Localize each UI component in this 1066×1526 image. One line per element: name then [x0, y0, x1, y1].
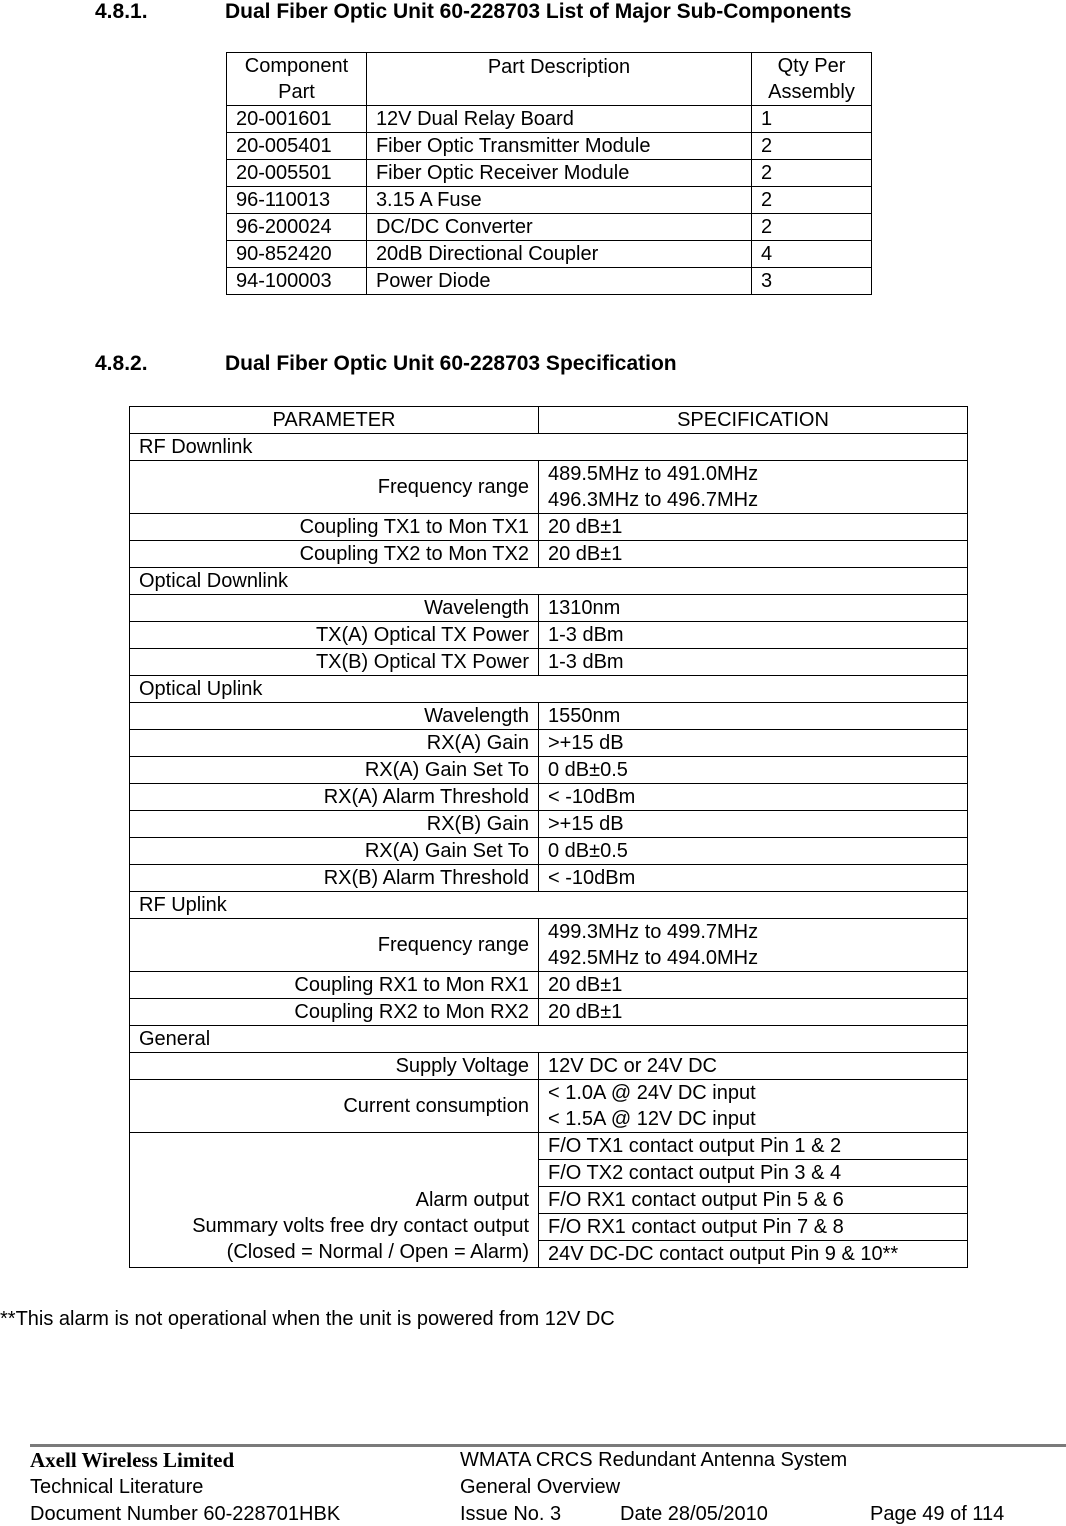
specification-line: < -10dBm: [548, 867, 636, 889]
qty-cell: 2: [752, 133, 872, 160]
literature-label: Technical Literature: [30, 1476, 204, 1498]
qty-cell: 2: [752, 160, 872, 187]
issue-date: Date 28/05/2010: [620, 1503, 768, 1525]
header-part-description: Part Description: [366, 53, 751, 106]
parameter-cell: RX(B) Gain: [130, 811, 539, 838]
spec-row: [130, 865, 968, 892]
spec-row: [130, 784, 968, 811]
qty-cell: 3: [752, 268, 872, 295]
spec-row: [130, 514, 968, 541]
specification-line: >+15 dB: [548, 732, 624, 754]
parameter-cell: Current consumption: [130, 1080, 539, 1133]
spec-row: [130, 1053, 968, 1080]
section-title: Dual Fiber Optic Unit 60-228703 Specification: [225, 352, 677, 375]
spec-row: [130, 838, 968, 865]
parameter-cell: RX(B) Alarm Threshold: [130, 865, 539, 892]
alarm-spec-cell: F/O TX1 contact output Pin 1 & 2: [539, 1133, 968, 1160]
qty-cell: 2: [752, 214, 872, 241]
part-description-cell: 3.15 A Fuse: [366, 187, 751, 214]
specification-table: [129, 406, 968, 1268]
alarm-spec-cell: 24V DC-DC contact output Pin 9 & 10**: [539, 1241, 968, 1268]
parameter-cell: RX(A) Gain Set To: [130, 838, 539, 865]
part-description-cell: Power Diode: [366, 268, 751, 295]
part-description-cell: Fiber Optic Receiver Module: [366, 160, 751, 187]
specification-cell: [539, 649, 968, 676]
specification-line: < 1.0A @ 24V DC input: [548, 1082, 756, 1104]
specification-line: 1-3 dBm: [548, 651, 624, 673]
section-row: [130, 1026, 968, 1053]
specification-cell: [539, 622, 968, 649]
spec-row: [130, 541, 968, 568]
qty-cell: 2: [752, 187, 872, 214]
section-label: RF Downlink: [130, 434, 968, 461]
specification-cell: [539, 999, 968, 1026]
specification-line: 496.3MHz to 496.7MHz: [548, 489, 759, 511]
table-row: [227, 214, 872, 241]
table-row: [227, 106, 872, 133]
section-title: Dual Fiber Optic Unit 60-228703 List of Major Sub-Components: [225, 0, 852, 23]
spec-row: [130, 1080, 968, 1133]
table-header-row: [227, 53, 872, 106]
section-row: [130, 434, 968, 461]
section-row: [130, 676, 968, 703]
specification-cell: [539, 514, 968, 541]
header-parameter: PARAMETER: [130, 407, 539, 434]
spec-row: [130, 972, 968, 999]
specification-line: 20 dB±1: [548, 516, 623, 538]
specification-line: 1310nm: [548, 597, 621, 619]
components-table: [226, 52, 872, 295]
specification-line: 20 dB±1: [548, 974, 623, 996]
component-part-cell: 96-200024: [227, 214, 367, 241]
parameter-cell: TX(B) Optical TX Power: [130, 649, 539, 676]
component-part-cell: 96-110013: [227, 187, 367, 214]
parameter-cell: Supply Voltage: [130, 1053, 539, 1080]
specification-line: 492.5MHz to 494.0MHz: [548, 947, 759, 969]
specification-cell: [539, 1053, 968, 1080]
specification-cell: [539, 461, 968, 514]
component-part-cell: 94-100003: [227, 268, 367, 295]
table-row: [227, 160, 872, 187]
spec-row: [130, 595, 968, 622]
parameter-cell: TX(A) Optical TX Power: [130, 622, 539, 649]
specification-cell: [539, 730, 968, 757]
parameter-cell: Frequency range: [130, 461, 539, 514]
section-number: 4.8.1.: [95, 0, 148, 23]
specification-cell: [539, 811, 968, 838]
parameter-cell: Wavelength: [130, 703, 539, 730]
specification-cell: [539, 865, 968, 892]
footer-rule: [30, 1444, 1066, 1447]
parameter-cell: RX(A) Gain Set To: [130, 757, 539, 784]
parameter-cell: RX(A) Alarm Threshold: [130, 784, 539, 811]
issue-number: Issue No. 3: [460, 1503, 562, 1525]
component-part-cell: 90-852420: [227, 241, 367, 268]
table-row: [227, 268, 872, 295]
table-row: [227, 187, 872, 214]
alarm-spec-cell: F/O RX1 contact output Pin 5 & 6: [539, 1187, 968, 1214]
parameter-cell: Coupling RX1 to Mon RX1: [130, 972, 539, 999]
system-name: WMATA CRCS Redundant Antenna System: [460, 1449, 848, 1471]
alarm-parameter-line: Summary volts free dry contact output: [192, 1215, 529, 1237]
overview-label: General Overview: [460, 1476, 621, 1498]
specification-line: < 1.5A @ 12V DC input: [548, 1108, 756, 1130]
header-specification: SPECIFICATION: [539, 407, 968, 434]
specification-cell: [539, 784, 968, 811]
part-description-cell: Fiber Optic Transmitter Module: [366, 133, 751, 160]
alarm-spec-cell: F/O TX2 contact output Pin 3 & 4: [539, 1160, 968, 1187]
alarm-parameter-line: (Closed = Normal / Open = Alarm): [226, 1241, 529, 1263]
section-heading-4-8-2: [95, 352, 995, 378]
page-footer: [30, 1444, 1066, 1526]
specification-line: 20 dB±1: [548, 543, 623, 565]
table-row: [227, 241, 872, 268]
specification-cell: [539, 703, 968, 730]
specification-cell: [539, 595, 968, 622]
component-part-cell: 20-001601: [227, 106, 367, 133]
parameter-cell: Coupling TX2 to Mon TX2: [130, 541, 539, 568]
spec-row: [130, 622, 968, 649]
specification-line: 489.5MHz to 491.0MHz: [548, 463, 759, 485]
specification-cell: [539, 919, 968, 972]
parameter-cell: Wavelength: [130, 595, 539, 622]
component-part-cell: 20-005501: [227, 160, 367, 187]
spec-row: [130, 919, 968, 972]
specification-cell: [539, 972, 968, 999]
spec-row: [130, 461, 968, 514]
section-label: Optical Downlink: [130, 568, 968, 595]
spec-row: [130, 649, 968, 676]
spec-row: [130, 730, 968, 757]
spec-row: [130, 999, 968, 1026]
section-number: 4.8.2.: [95, 352, 148, 375]
alarm-parameter-line: Alarm output: [415, 1189, 529, 1211]
specification-line: 1550nm: [548, 705, 621, 727]
section-label: Optical Uplink: [130, 676, 968, 703]
specification-line: 20 dB±1: [548, 1001, 623, 1023]
specification-cell: [539, 1080, 968, 1133]
footnote: **This alarm is not operational when the unit is powered from 12V DC: [0, 1308, 615, 1330]
page-number: Page 49 of 114: [870, 1503, 1005, 1525]
section-label: General: [130, 1026, 968, 1053]
specification-line: 1-3 dBm: [548, 624, 624, 646]
table-row: [227, 133, 872, 160]
specification-line: < -10dBm: [548, 786, 636, 808]
company-name: Axell Wireless Limited: [30, 1448, 235, 1472]
spec-row: [130, 703, 968, 730]
alarm-spec-cell: F/O RX1 contact output Pin 7 & 8: [539, 1214, 968, 1241]
spec-row: [130, 757, 968, 784]
qty-cell: 1: [752, 106, 872, 133]
alarm-row: [130, 1133, 968, 1160]
component-part-cell: 20-005401: [227, 133, 367, 160]
part-description-cell: 12V Dual Relay Board: [366, 106, 751, 133]
spec-row: [130, 811, 968, 838]
specification-line: 0 dB±0.5: [548, 840, 628, 862]
specification-line: >+15 dB: [548, 813, 624, 835]
specification-cell: [539, 541, 968, 568]
specification-cell: [539, 757, 968, 784]
specification-cell: [539, 838, 968, 865]
section-heading-4-8-1: [95, 0, 995, 26]
header-qty: Qty Per Assembly: [752, 53, 872, 106]
section-label: RF Uplink: [130, 892, 968, 919]
section-row: [130, 568, 968, 595]
specification-line: 12V DC or 24V DC: [548, 1055, 717, 1077]
specification-line: 0 dB±0.5: [548, 759, 628, 781]
table-header-row: [130, 407, 968, 434]
parameter-cell: Coupling TX1 to Mon TX1: [130, 514, 539, 541]
header-component-part: Component Part: [227, 53, 367, 106]
qty-cell: 4: [752, 241, 872, 268]
part-description-cell: 20dB Directional Coupler: [366, 241, 751, 268]
alarm-parameter-cell: [130, 1133, 539, 1268]
parameter-cell: Coupling RX2 to Mon RX2: [130, 999, 539, 1026]
section-row: [130, 892, 968, 919]
part-description-cell: DC/DC Converter: [366, 214, 751, 241]
specification-line: 499.3MHz to 499.7MHz: [548, 921, 759, 943]
parameter-cell: Frequency range: [130, 919, 539, 972]
document-number: Document Number 60-228701HBK: [30, 1503, 341, 1525]
parameter-cell: RX(A) Gain: [130, 730, 539, 757]
